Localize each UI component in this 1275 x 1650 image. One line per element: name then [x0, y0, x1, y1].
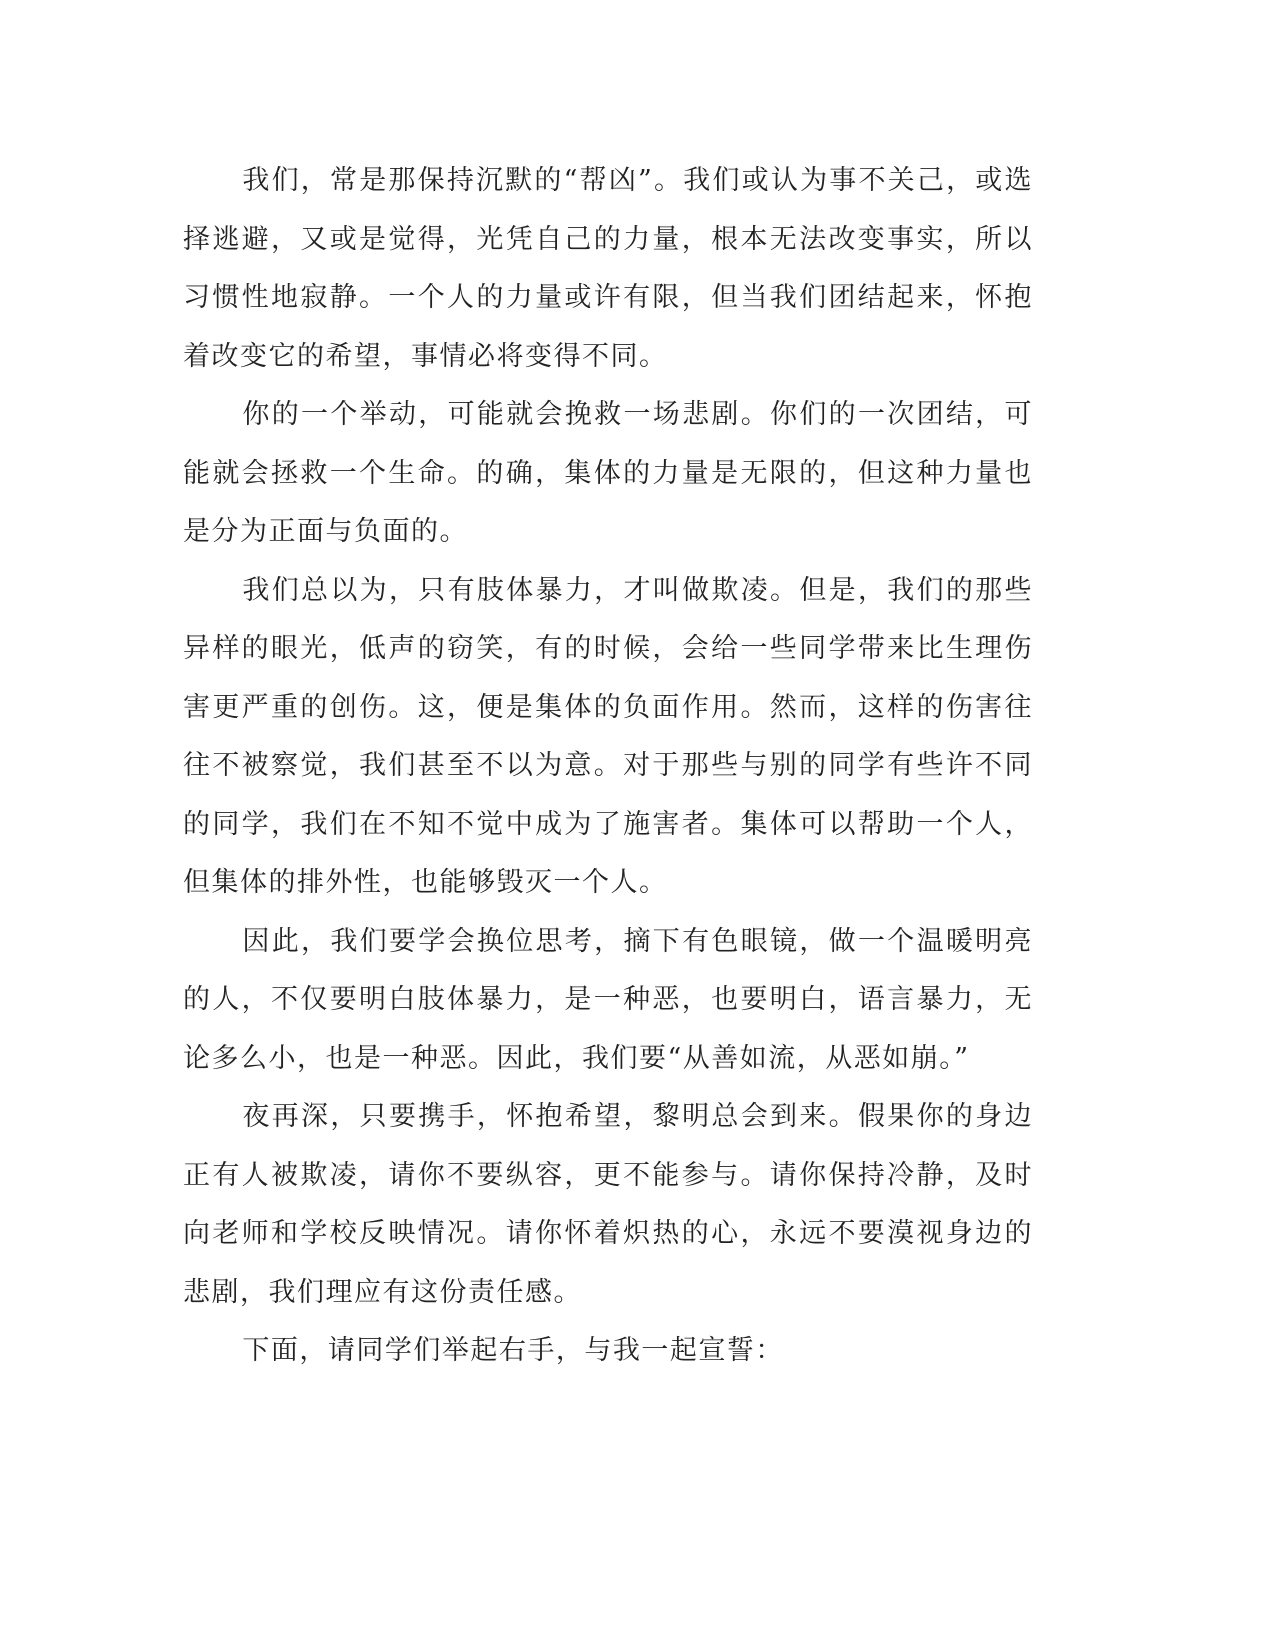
paragraph-4: 因此，我们要学会换位思考，摘下有色眼镜，做一个温暖明亮的人，不仅要明白肢体暴力，是一种恶，也要明白，语言暴力，无论多么小，也是一种恶。因此，我们要“从善如流，从恶如崩。” [183, 925, 1033, 1074]
paragraph-6: 下面，请同学们举起右手，与我一起宣誓： [242, 1335, 784, 1366]
paragraph-1: 我们，常是那保持沉默的“帮凶”。我们或认为事不关己，或选择逃避，又或是觉得，光凭自己的力量，根本无法改变事实，所以习惯性地寂静。一个人的力量或许有限，但当我们团结起来，怀抱着改变它的希望，事情必将变得不同。 [183, 165, 1033, 372]
paragraph-5: 夜再深，只要携手，怀抱希望，黎明总会到来。假果你的身边正有人被欺凌，请你不要纵容，更不能参与。请你保持冷静，及时向老师和学校反映情况。请你怀着炽热的心，永远不要漠视身边的悲剧，我们理应有这份责任感。 [183, 1101, 1033, 1308]
paragraph-2: 你的一个举动，可能就会挽救一场悲剧。你们的一次团结，可能就会拯救一个生命。的确，集体的力量是无限的，但这种力量也是分为正面与负面的。 [183, 399, 1033, 547]
document-body [183, 152, 1033, 1381]
paragraph-3: 我们总以为，只有肢体暴力，才叫做欺凌。但是，我们的那些异样的眼光，低声的窃笑，有的时候，会给一些同学带来比生理伤害更严重的创伤。这，便是集体的负面作用。然而，这样的伤害往往不被察觉，我们甚至不以为意。对于那些与别的同学有些许不同的同学，我们在不知不觉中成为了施害者。集体可以帮助一个人，但集体的排外性，也能够毁灭一个人。 [183, 574, 1033, 898]
